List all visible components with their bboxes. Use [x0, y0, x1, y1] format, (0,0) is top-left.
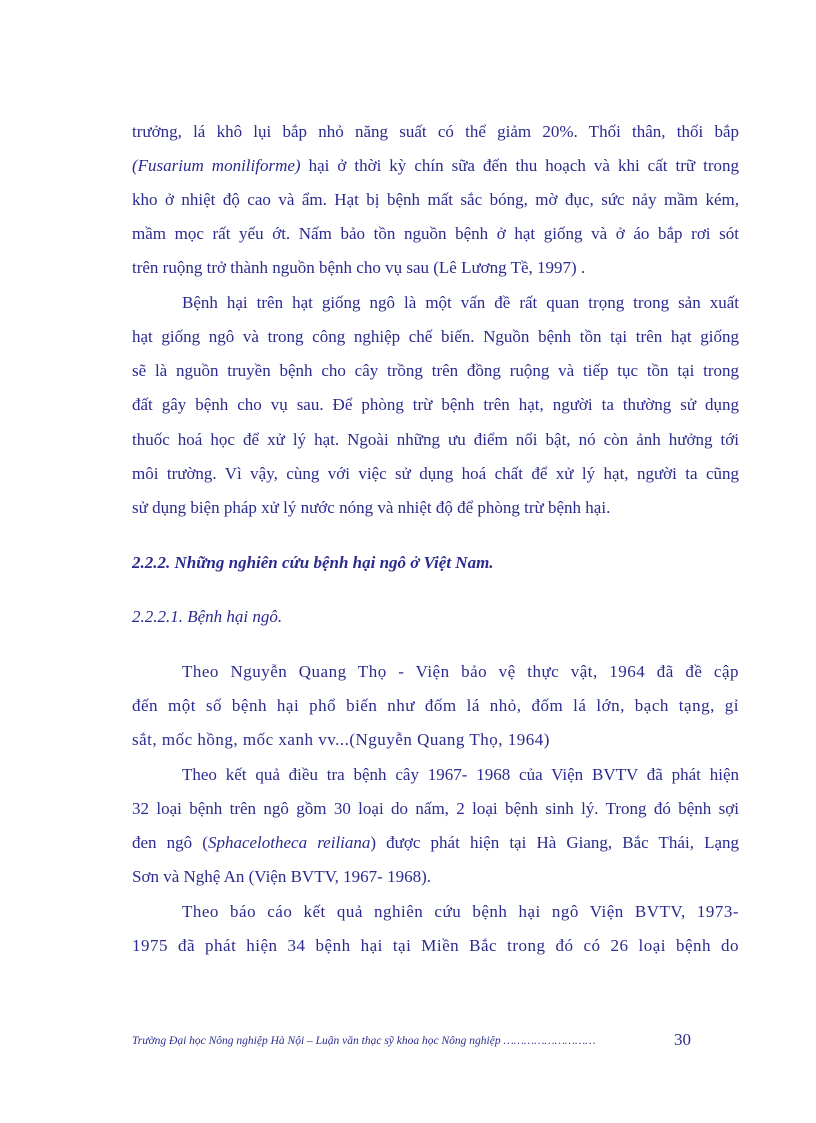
paragraph-line: trên ruộng trở thành nguồn bệnh cho vụ sau (Lê Lương Tề, 1997) .: [132, 258, 586, 277]
paragraph-line: Theo Nguyễn Quang Thọ - Viện bảo vệ thực vật, 1964 đã đề cập: [182, 662, 739, 681]
paragraph-line: sẽ là nguồn truyền bệnh cho cây trồng trên đồng ruộng và tiếp tục tồn tại trong: [132, 361, 739, 380]
line-text: ) được phát hiện tại Hà Giang, Bắc Thái, Lạng: [370, 833, 739, 852]
paragraph-line: sử dụng biện pháp xử lý nước nóng và nhiệt độ để phòng trừ bệnh hại.: [132, 498, 611, 517]
line-text: hại ở thời kỳ chín sữa đến thu hoạch và khi cất trữ trong: [300, 156, 739, 175]
species-name: (Fusarium moniliforme): [132, 156, 301, 175]
paragraph-line: môi trường. Vì vậy, cùng với việc sử dụng hoá chất để xử lý hạt, người ta cũng: [132, 464, 739, 483]
paragraph-line: đất gây bệnh cho vụ sau. Để phòng trừ bệnh trên hạt, người ta thường sử dụng: [132, 395, 739, 414]
paragraph-line: [132, 832, 739, 854]
paragraph-line: kho ở nhiệt độ cao và ẩm. Hạt bị bệnh mất sắc bóng, mờ đục, sức nảy mầm kém,: [132, 190, 739, 209]
page-footer: Trường Đại học Nông nghiệp Hà Nội – Luận văn thạc sỹ khoa học Nông nghiệp ………………………: [132, 1035, 596, 1047]
paragraph-line: Bệnh hại trên hạt giống ngô là một vấn đề rất quan trọng trong sản xuất: [182, 293, 739, 312]
species-name: Sphacelotheca reiliana: [207, 833, 371, 852]
paragraph-line: Theo kết quả điều tra bệnh cây 1967- 1968 của Viện BVTV đã phát hiện: [182, 765, 739, 784]
paragraph-line: sắt, mốc hồng, mốc xanh vv...(Nguyễn Quang Thọ, 1964): [132, 730, 550, 749]
paragraph-line: hạt giống ngô và trong công nghiệp chế biến. Nguồn bệnh tồn tại trên hạt giống: [132, 327, 739, 346]
paragraph-line: 1975 đã phát hiện 34 bệnh hại tại Miền Bắc trong đó có 26 loại bệnh do: [132, 936, 739, 955]
paragraph-line: 32 loại bệnh trên ngô gồm 30 loại do nấm, 2 loại bệnh sinh lý. Trong đó bệnh sợi: [132, 799, 739, 818]
page-number: 30: [674, 1030, 691, 1049]
paragraph-line: mầm mọc rất yếu ớt. Nấm bảo tồn nguồn bệnh ở hạt giống và ở áo bắp rơi sót: [132, 224, 739, 243]
paragraph-line: trưởng, lá khô lụi bắp nhỏ năng suất có thể giảm 20%. Thối thân, thối bắp: [132, 122, 739, 141]
section-heading: 2.2.2. Những nghiên cứu bệnh hại ngô ở Việt Nam.: [132, 553, 494, 572]
subsection-heading: 2.2.2.1. Bệnh hại ngô.: [132, 607, 283, 626]
line-text: đen ngô (: [132, 833, 208, 852]
paragraph-line: [132, 155, 739, 177]
paragraph-line: Sơn và Nghệ An (Viện BVTV, 1967- 1968).: [132, 867, 431, 886]
paragraph-line: đến một số bệnh hại phổ biến như đốm lá nhỏ, đốm lá lớn, bạch tạng, gỉ: [132, 696, 739, 715]
paragraph-line: Theo báo cáo kết quả nghiên cứu bệnh hại ngô Viện BVTV, 1973-: [182, 902, 739, 921]
paragraph-line: thuốc hoá học để xử lý hạt. Ngoài những ưu điểm nổi bật, nó còn ảnh hưởng tới: [132, 430, 739, 449]
